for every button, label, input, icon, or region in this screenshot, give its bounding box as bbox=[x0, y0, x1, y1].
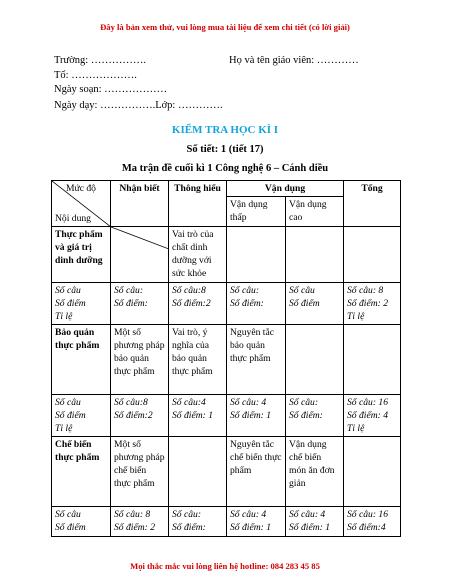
header-noi-dung: Nội dung bbox=[55, 213, 91, 224]
topic-3-vdt-stats: Số câu: 4 Số điểm: 1 bbox=[227, 507, 286, 537]
topic-3-nhan-biet: Một số phương pháp chế biến thực phẩm bbox=[111, 437, 169, 507]
matrix-table bbox=[51, 180, 401, 537]
topic-3-tong bbox=[344, 437, 401, 507]
topic-3-tong-stats: Số câu: 16 Số điểm:4 bbox=[344, 507, 401, 537]
topic-1-tong bbox=[344, 227, 401, 283]
topic-3-name: Chế biến thực phẩm bbox=[52, 437, 111, 507]
topic-3-nb-stats: Số câu: 8 Số điểm: 2 bbox=[111, 507, 169, 537]
topic-3-vdc-stats: Số câu: 4 Số điểm: 1 bbox=[286, 507, 344, 537]
topic-1-stats-label: Số câu Số điểm Tỉ lệ bbox=[52, 283, 111, 325]
topic-1-name: Thực phẩm và giá trị dinh dưỡng bbox=[52, 227, 111, 283]
topic-1-nhan-biet bbox=[111, 227, 169, 283]
teacher-field: Họ và tên giáo viên: ………… bbox=[229, 55, 359, 66]
topic-1-vdt-stats: Số câu: Số điểm: bbox=[227, 283, 286, 325]
topic-1-th-stats: Số câu:8 Số điểm:2 bbox=[169, 283, 227, 325]
teach-date-field: Ngày dạy: …………….Lớp: …………. bbox=[54, 100, 223, 111]
topic-2-nb-stats: Số câu:8 Số điểm:2 bbox=[111, 395, 169, 437]
school-field: Trường: ……………. bbox=[54, 55, 146, 66]
topic-1-vdc-stats: Số câu Số điểm bbox=[286, 283, 344, 325]
matrix-title: Ma trận đề cuối kì 1 Công nghệ 6 – Cánh diều bbox=[121, 163, 329, 174]
topic-3-th-stats: Số câu: Số điểm: bbox=[169, 507, 227, 537]
topic-2-vdc-stats: Số câu: Số điểm: bbox=[286, 395, 344, 437]
group-field: Tổ: ………………. bbox=[54, 70, 137, 81]
exam-title: KIỂM TRA HỌC KÌ I bbox=[171, 124, 279, 136]
topic-2-nhan-biet: Một số phương pháp bảo quản thực phẩm bbox=[111, 325, 169, 395]
prep-date-field: Ngày soạn: ……………… bbox=[54, 84, 168, 95]
topic-2-th-stats: Số câu:4 Số điểm: 1 bbox=[169, 395, 227, 437]
topic-3-stats-label: Số câu Số điểm bbox=[52, 507, 111, 537]
topic-1-vd-thap bbox=[227, 227, 286, 283]
header-nhan-biet: Nhận biết bbox=[111, 181, 169, 227]
topic-3-vd-thap: Nguyên tắc chế biến thực phẩm bbox=[227, 437, 286, 507]
header-muc-do: Mức độ bbox=[66, 183, 96, 194]
header-van-dung: Vận dụng bbox=[227, 181, 344, 197]
header-diagonal-cell bbox=[52, 181, 111, 227]
topic-3-thong-hieu bbox=[169, 437, 227, 507]
preview-banner: Đây là bản xem thử, vui lòng mua tài liệu để xem chi tiết (có lời giải) bbox=[100, 22, 350, 32]
diagonal-line bbox=[111, 227, 169, 249]
topic-2-stats-label: Số câu Số điểm Tỉ lệ bbox=[52, 395, 111, 437]
header-van-dung-thap: Vận dụng thấp bbox=[227, 197, 286, 227]
header-thong-hieu: Thông hiểu bbox=[169, 181, 227, 227]
periods-label: Số tiết: 1 (tiết 17) bbox=[186, 144, 264, 155]
topic-2-tong-stats: Số câu: 16 Số điểm: 4 Tỉ lệ bbox=[344, 395, 401, 437]
topic-3-vd-cao: Vận dụng chế biến món ăn đơn giản bbox=[286, 437, 344, 507]
topic-2-thong-hieu: Vai trò, ý nghĩa của bảo quản thực phẩm bbox=[169, 325, 227, 395]
hotline-banner: Mọi thắc mắc vui lòng liên hệ hotline: 084 283 45 85 bbox=[130, 561, 320, 571]
topic-2-vd-cao bbox=[286, 325, 344, 395]
topic-1-tong-stats: Số câu: 8 Số điểm: 2 Tỉ lệ bbox=[344, 283, 401, 325]
topic-1-thong-hieu: Vai trò của chất dinh dưỡng với sức khỏe bbox=[169, 227, 227, 283]
header-tong: Tổng bbox=[344, 181, 401, 227]
topic-1-vd-cao bbox=[286, 227, 344, 283]
topic-1-nb-stats: Số câu: Số điểm: bbox=[111, 283, 169, 325]
topic-2-tong bbox=[344, 325, 401, 395]
header-van-dung-cao: Vận dụng cao bbox=[286, 197, 344, 227]
topic-2-name: Bảo quản thực phẩm bbox=[52, 325, 111, 395]
topic-2-vdt-stats: Số câu: 4 Số điểm: 1 bbox=[227, 395, 286, 437]
topic-2-vd-thap: Nguyên tắc bảo quản thực phẩm bbox=[227, 325, 286, 395]
